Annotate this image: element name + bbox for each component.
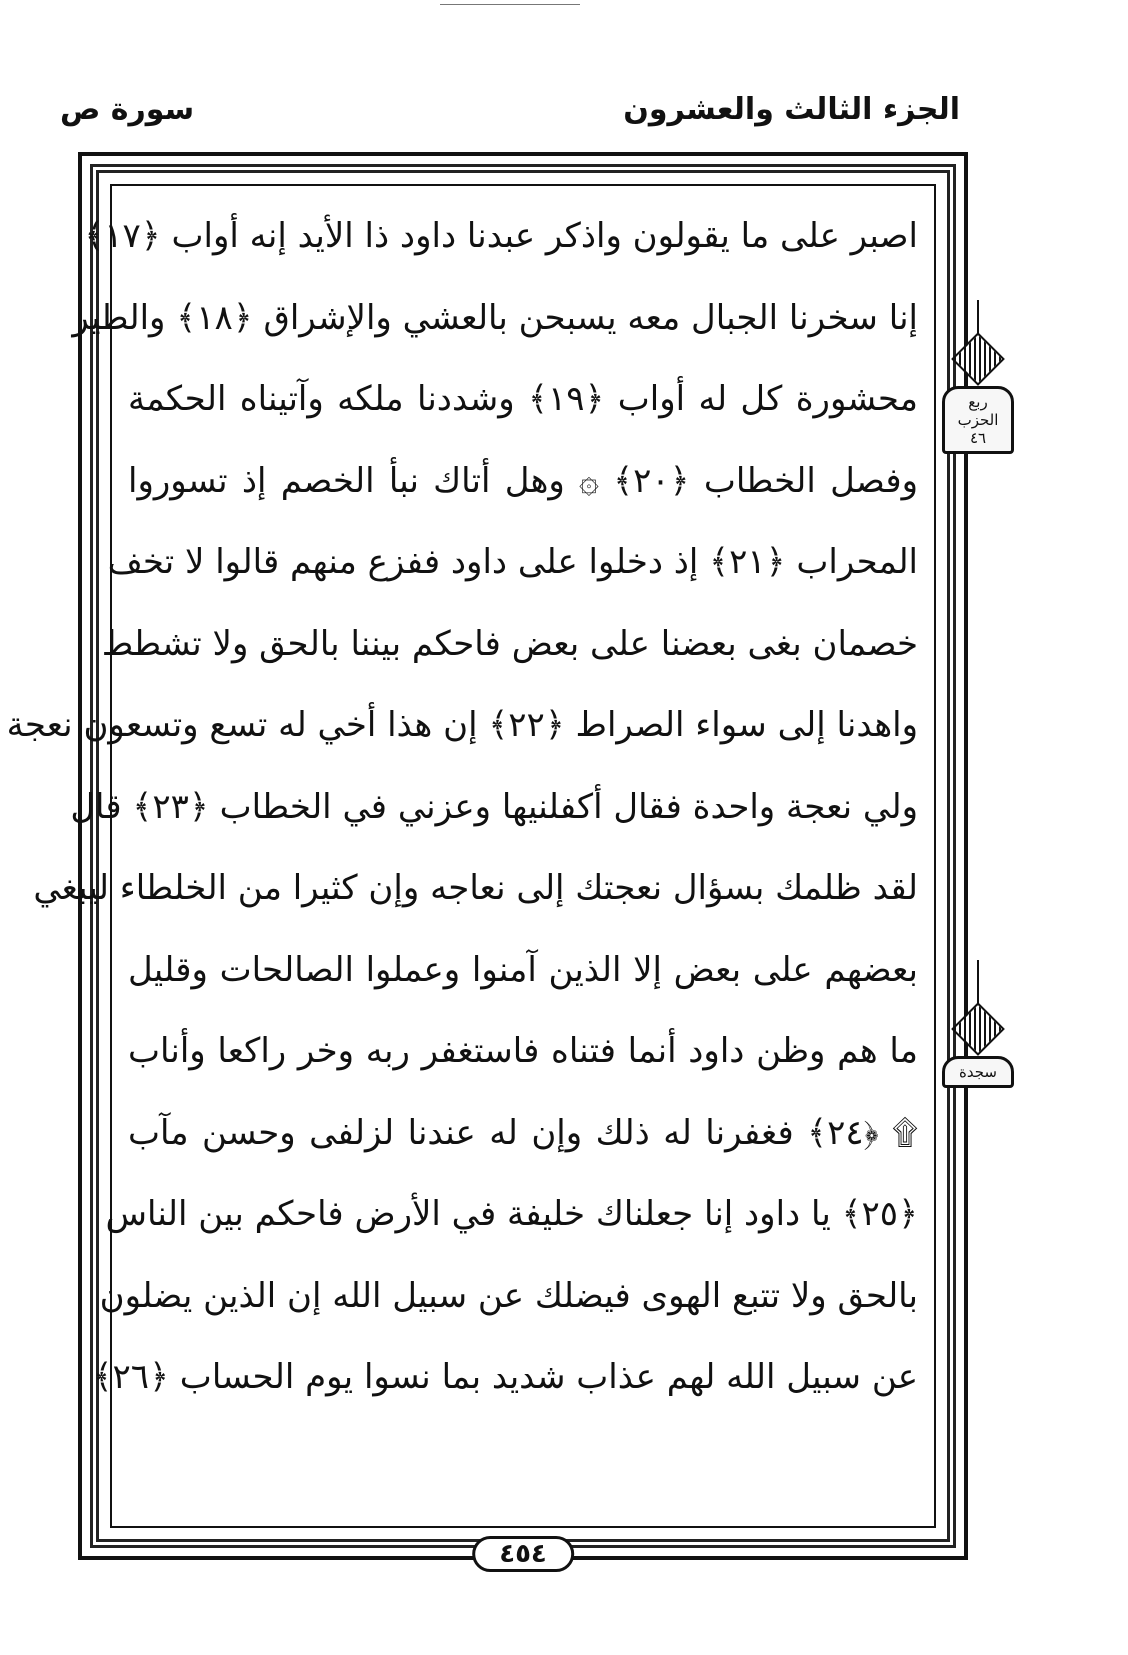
sajda-box xyxy=(942,1056,1014,1088)
sajda-label: سجدة xyxy=(959,1063,997,1081)
text-line-9: لقد ظلمك بسؤال نعجتك إلى نعاجه وإن كثيرا من الخلطاء ليبغي xyxy=(33,868,918,908)
hizb-label: ربع الحزب xyxy=(957,393,999,429)
text-line-7: واهدنا إلى سواء الصراط ﴿٢٢﴾ إن هذا أخي له تسع وتسعون نعجة xyxy=(6,705,918,745)
text-line-15: عن سبيل الله لهم عذاب شديد بما نسوا يوم الحساب ﴿٢٦﴾ xyxy=(92,1357,918,1397)
text-line-12: ۩ ﴿٢٤﴾ فغفرنا له ذلك وإن له عندنا لزلفى وحسن مآب xyxy=(128,1112,918,1153)
sajda-marker xyxy=(942,960,1014,1088)
text-line-11: ما هم وظن داود أنما فتناه فاستغفر ربه وخر راكعا وأناب xyxy=(128,1031,918,1071)
text-line-2: إنا سخرنا الجبال معه يسبحن بالعشي والإشراق ﴿١٨﴾ والطير xyxy=(72,297,918,338)
text-line-8: ولي نعجة واحدة فقال أكفلنيها وعزني في الخطاب ﴿٢٣﴾ قال xyxy=(70,786,918,827)
text-line-6: خصمان بغى بعضنا على بعض فاحكم بيننا بالحق ولا تشطط xyxy=(101,623,918,664)
hizb-number: ٤٦ xyxy=(969,429,987,447)
ornament-icon xyxy=(951,332,1005,386)
text-line-3: محشورة كل له أواب ﴿١٩﴾ وشددنا ملكه وآتيناه الحكمة xyxy=(128,379,918,419)
page-frame xyxy=(6,152,968,1569)
surah-title: سورة ص xyxy=(60,92,195,127)
text-line-1: اصبر على ما يقولون واذكر عبدنا داود ذا الأيد إنه أواب ﴿١٧﴾ xyxy=(84,216,918,256)
hizb-box xyxy=(942,386,1014,454)
hizb-marker xyxy=(942,300,1014,454)
page-number: ٤٥٤ xyxy=(472,1536,574,1572)
text-line-14: بالحق ولا تتبع الهوى فيضلك عن سبيل الله إن الذين يضلون xyxy=(99,1275,918,1316)
ornament-icon xyxy=(951,1002,1005,1056)
text-line-4: وفصل الخطاب ﴿٢٠﴾ ۞ وهل أتاك نبأ الخصم إذ تسوروا xyxy=(128,460,918,501)
quran-text xyxy=(6,196,924,1516)
top-rule xyxy=(440,4,580,5)
text-line-13: ﴿٢٥﴾ يا داود إنا جعلناك خليفة في الأرض فاحكم بين الناس xyxy=(105,1194,918,1234)
juz-title: الجزء الثالث والعشرون xyxy=(623,92,960,127)
text-line-5: المحراب ﴿٢١﴾ إذ دخلوا على داود ففزع منهم قالوا لا تخف xyxy=(107,542,918,582)
text-line-10: بعضهم على بعض إلا الذين آمنوا وعملوا الصالحات وقليل xyxy=(128,949,918,990)
